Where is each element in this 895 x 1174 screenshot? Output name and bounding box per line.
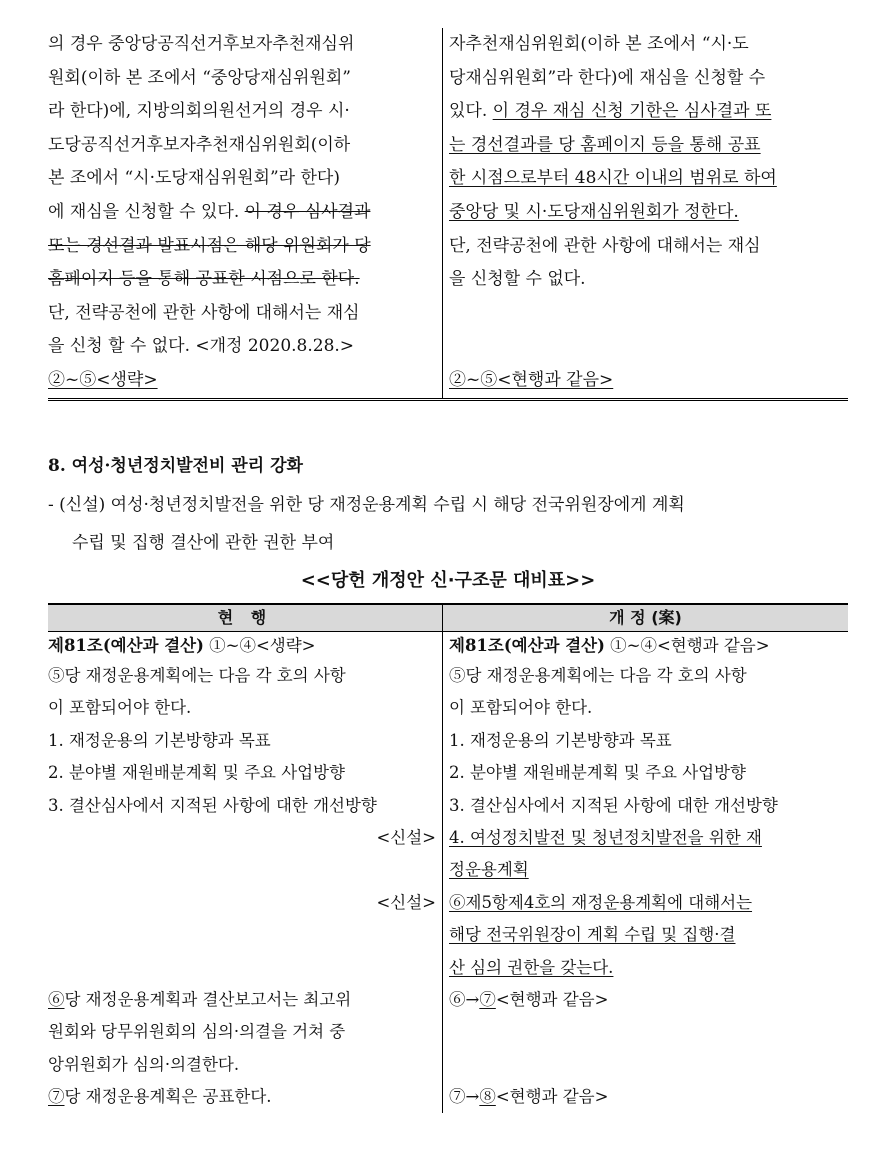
clause-number: ⑥: [48, 989, 65, 1009]
current-column: [48, 28, 443, 398]
text-segment: <현행과 같음>: [495, 989, 609, 1009]
text-line: 원회와 당무위원회의 심의·의결을 거쳐 중: [48, 1022, 346, 1042]
text-line: 라 한다)에, 지방의회의원선거의 경우 시·: [48, 101, 350, 122]
article-title-line: [48, 632, 436, 660]
text-line: [449, 1049, 848, 1081]
clause-number: ⑦: [479, 989, 496, 1009]
text-line: [48, 984, 436, 1016]
article-title: 제81조(예산과 결산): [48, 636, 204, 655]
text-line: [449, 1016, 848, 1048]
clause-number: ⑦: [48, 1087, 65, 1107]
text-line: 자추천재심위원회(이하 본 조에서 “시·도: [449, 34, 749, 54]
article-title-line: [449, 632, 848, 660]
text-line: 단, 전략공천에 관한 사항에 대해서는 재심: [48, 302, 360, 323]
text-segment: <현행과 같음>: [495, 1087, 609, 1107]
text-line: [449, 887, 848, 919]
deleted-text: 이 경우 심사결과: [244, 201, 371, 222]
text-line: 앙위원회가 심의·의결한다.: [48, 1054, 240, 1074]
text-line: 1. 재정운용의 기본방향과 목표: [449, 730, 672, 750]
text-line: 단, 전략공천에 관한 사항에 대해서는 재심: [449, 235, 761, 256]
current-column: [48, 632, 443, 1113]
added-text-line: 해당 전국위원장이 계획 수립 및 집행·결: [449, 925, 736, 945]
text-line: 당재심위원회”라 한다)에 재심을 신청할 수: [449, 67, 766, 88]
text-segment: 있다.: [449, 101, 488, 122]
top-comparison-table: [48, 28, 848, 401]
text-line: [449, 297, 848, 331]
description-line: 수립 및 집행 결산에 관한 권한 부여: [72, 533, 335, 553]
text-line: [48, 196, 436, 230]
clause-reference: ①~④<생략>: [209, 636, 316, 655]
new-clause-marker: <신설>: [376, 827, 436, 847]
clause-number: ⑧: [479, 1087, 496, 1107]
added-text-line: 4. 여성정치발전 및 청년정치발전을 위한 재: [449, 827, 762, 847]
added-text: 이 경우 재심 신청 기한은 심사결과 또: [492, 101, 772, 122]
added-text-line: 정운용계획: [449, 860, 529, 880]
added-text: 에 대해서는: [667, 892, 753, 912]
text-segment: 당 재정운용계획과 결산보고서는 최고위: [64, 989, 352, 1009]
revised-column: [443, 632, 848, 1113]
clause-reference: ②~⑤<현행과 같음>: [449, 369, 614, 390]
text-line: [48, 854, 436, 886]
text-line: 2. 분야별 재원배분계획 및 주요 사업방향: [48, 763, 345, 783]
deleted-text-line: 홈페이지 등을 통해 공표한 시점으로 한다.: [48, 269, 360, 290]
comparison-table: [48, 603, 848, 1113]
table-caption: <<당헌 개정안 신·구조문 대비표>>: [300, 570, 596, 591]
article-title: 제81조(예산과 결산): [449, 636, 605, 655]
text-line: 을 신청할 수 없다.: [449, 269, 586, 290]
added-text-line: 한 시점으로부터 48시간 이내의 범위로 하여: [449, 168, 777, 189]
text-line: ⑤당 재정운용계획에는 다음 각 호의 사항: [48, 666, 346, 685]
text-line: 본 조에서 “시·도당재심위원회”라 한다): [48, 168, 340, 189]
text-line: 도당공직선거후보자추천재심위원회(이하: [48, 134, 351, 155]
section-description: [48, 486, 848, 562]
text-line: 을 신청 할 수 없다. <개정 2020.8.28.>: [48, 336, 355, 357]
header-current: 현 행: [48, 605, 443, 631]
clause-renumber: ⑥→: [449, 989, 480, 1009]
text-line: 원회(이하 본 조에서 “중앙당재심위원회”: [48, 67, 351, 88]
deleted-text-line: 또는 경선결과 발표시점은 해당 위원회가 당: [48, 235, 371, 256]
table-body: [48, 632, 848, 1113]
text-line: [449, 1081, 848, 1113]
text-line: 3. 결산심사에서 지적된 사항에 대한 개선방향: [449, 795, 778, 815]
added-text-line: 산 심의 권한을 갖는다.: [449, 957, 614, 977]
text-line: [449, 95, 848, 129]
added-text: ⑥제5항제4호의 재정운용계획: [449, 892, 668, 912]
text-line: [48, 919, 436, 951]
text-line: 3. 결산심사에서 지적된 사항에 대한 개선방향: [48, 795, 377, 815]
clause-renumber: ⑦→: [449, 1087, 480, 1107]
text-segment: 에 재심을 신청할 수 있다.: [48, 201, 240, 222]
new-clause-marker: <신설>: [376, 892, 436, 912]
text-segment: 당 재정운용계획은 공표한다.: [64, 1087, 272, 1107]
text-line: 2. 분야별 재원배분계획 및 주요 사업방향: [449, 763, 746, 783]
added-text-line: 는 경선결과를 당 홈페이지 등을 통해 공표: [449, 134, 761, 155]
text-line: ⑤당 재정운용계획에는 다음 각 호의 사항: [449, 666, 747, 685]
added-text-line: 중앙당 및 시·도당재심위원회가 정한다.: [449, 201, 739, 222]
table-header: [48, 605, 848, 632]
text-line: 1. 재정운용의 기본방향과 목표: [48, 730, 271, 750]
text-line: [449, 984, 848, 1016]
description-line: - (신설) 여성·청년정치발전을 위한 당 재정운용계획 수립 시 해당 전국위원장에게 계획: [48, 495, 685, 515]
text-line: 이 포함되어야 한다.: [449, 698, 593, 718]
revised-column: [443, 28, 848, 398]
text-line: [48, 1081, 436, 1113]
section-title: 8. 여성·청년정치발전비 관리 강화: [48, 456, 303, 476]
clause-reference: ①~④<현행과 같음>: [610, 636, 770, 655]
text-line: [48, 952, 436, 984]
text-line: [449, 330, 848, 364]
header-revised: 개 정 (案): [609, 608, 682, 627]
text-line: 의 경우 중앙당공직선거후보자추천재심위: [48, 34, 355, 54]
clause-reference: ②~⑤<생략>: [48, 369, 158, 390]
text-line: 이 포함되어야 한다.: [48, 698, 192, 718]
